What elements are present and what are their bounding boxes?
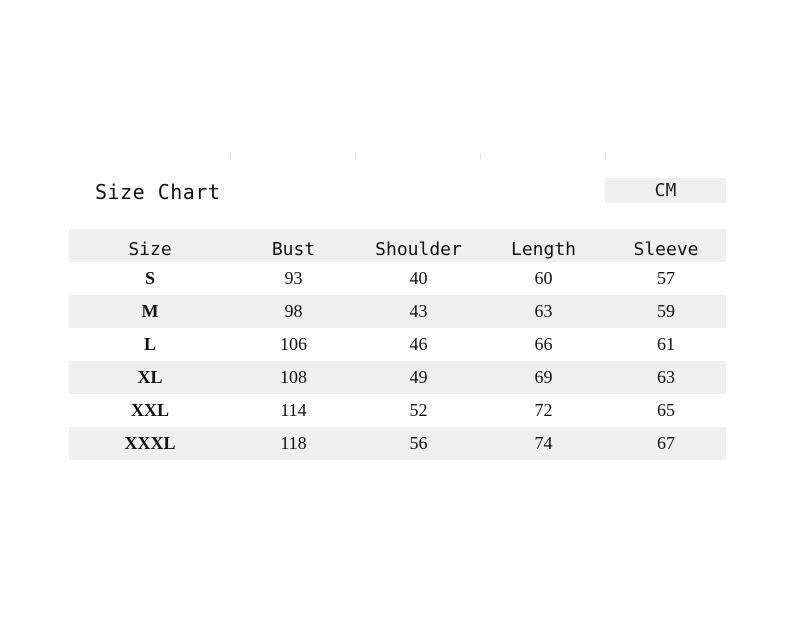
header-length: Length bbox=[510, 239, 577, 260]
shoulder-cell: 49 bbox=[409, 367, 428, 387]
size-cell: S bbox=[144, 268, 155, 288]
length-cell: 74 bbox=[534, 433, 553, 453]
bust-cell: 98 bbox=[284, 301, 303, 321]
table-header-row bbox=[69, 229, 726, 262]
sleeve-cell: 59 bbox=[657, 301, 675, 321]
size-cell: L bbox=[143, 334, 156, 354]
header-shoulder: Shoulder bbox=[375, 239, 462, 260]
table-row bbox=[69, 295, 726, 328]
table-row bbox=[69, 328, 726, 361]
table-row bbox=[69, 427, 726, 460]
size-cell: XXL bbox=[130, 400, 169, 420]
length-cell: 60 bbox=[534, 268, 553, 288]
size-cell: XL bbox=[137, 367, 163, 387]
header-bust: Bust bbox=[271, 239, 316, 260]
sleeve-cell: 61 bbox=[657, 334, 675, 354]
shoulder-cell: 52 bbox=[409, 400, 428, 420]
sleeve-cell: 67 bbox=[657, 433, 675, 453]
chart-title: Size Chart bbox=[95, 180, 221, 204]
shoulder-cell: 40 bbox=[409, 268, 428, 288]
header-size: Size bbox=[128, 239, 172, 260]
column-divider-tick bbox=[355, 153, 356, 160]
bust-cell: 108 bbox=[280, 367, 307, 387]
column-divider-tick bbox=[230, 153, 231, 160]
table-row bbox=[69, 262, 726, 295]
header-sleeve: Sleeve bbox=[633, 239, 699, 260]
sleeve-cell: 63 bbox=[657, 367, 675, 387]
length-cell: 63 bbox=[534, 301, 553, 321]
shoulder-cell: 46 bbox=[409, 334, 428, 354]
length-cell: 69 bbox=[534, 367, 553, 387]
column-divider-tick bbox=[480, 153, 481, 160]
table-row bbox=[69, 394, 726, 427]
bust-cell: 106 bbox=[280, 334, 307, 354]
size-cell: XXXL bbox=[124, 433, 176, 453]
unit-label: CM bbox=[605, 178, 726, 203]
sleeve-cell: 65 bbox=[657, 400, 675, 420]
bust-cell: 118 bbox=[280, 433, 307, 453]
shoulder-cell: 43 bbox=[409, 301, 428, 321]
length-cell: 72 bbox=[534, 400, 553, 420]
column-divider-tick bbox=[605, 153, 606, 160]
size-table bbox=[69, 229, 726, 460]
size-cell: M bbox=[141, 301, 159, 321]
table-row bbox=[69, 361, 726, 394]
length-cell: 66 bbox=[534, 334, 553, 354]
sleeve-cell: 57 bbox=[657, 268, 675, 288]
bust-cell: 114 bbox=[280, 400, 307, 420]
bust-cell: 93 bbox=[284, 268, 303, 288]
shoulder-cell: 56 bbox=[409, 433, 428, 453]
